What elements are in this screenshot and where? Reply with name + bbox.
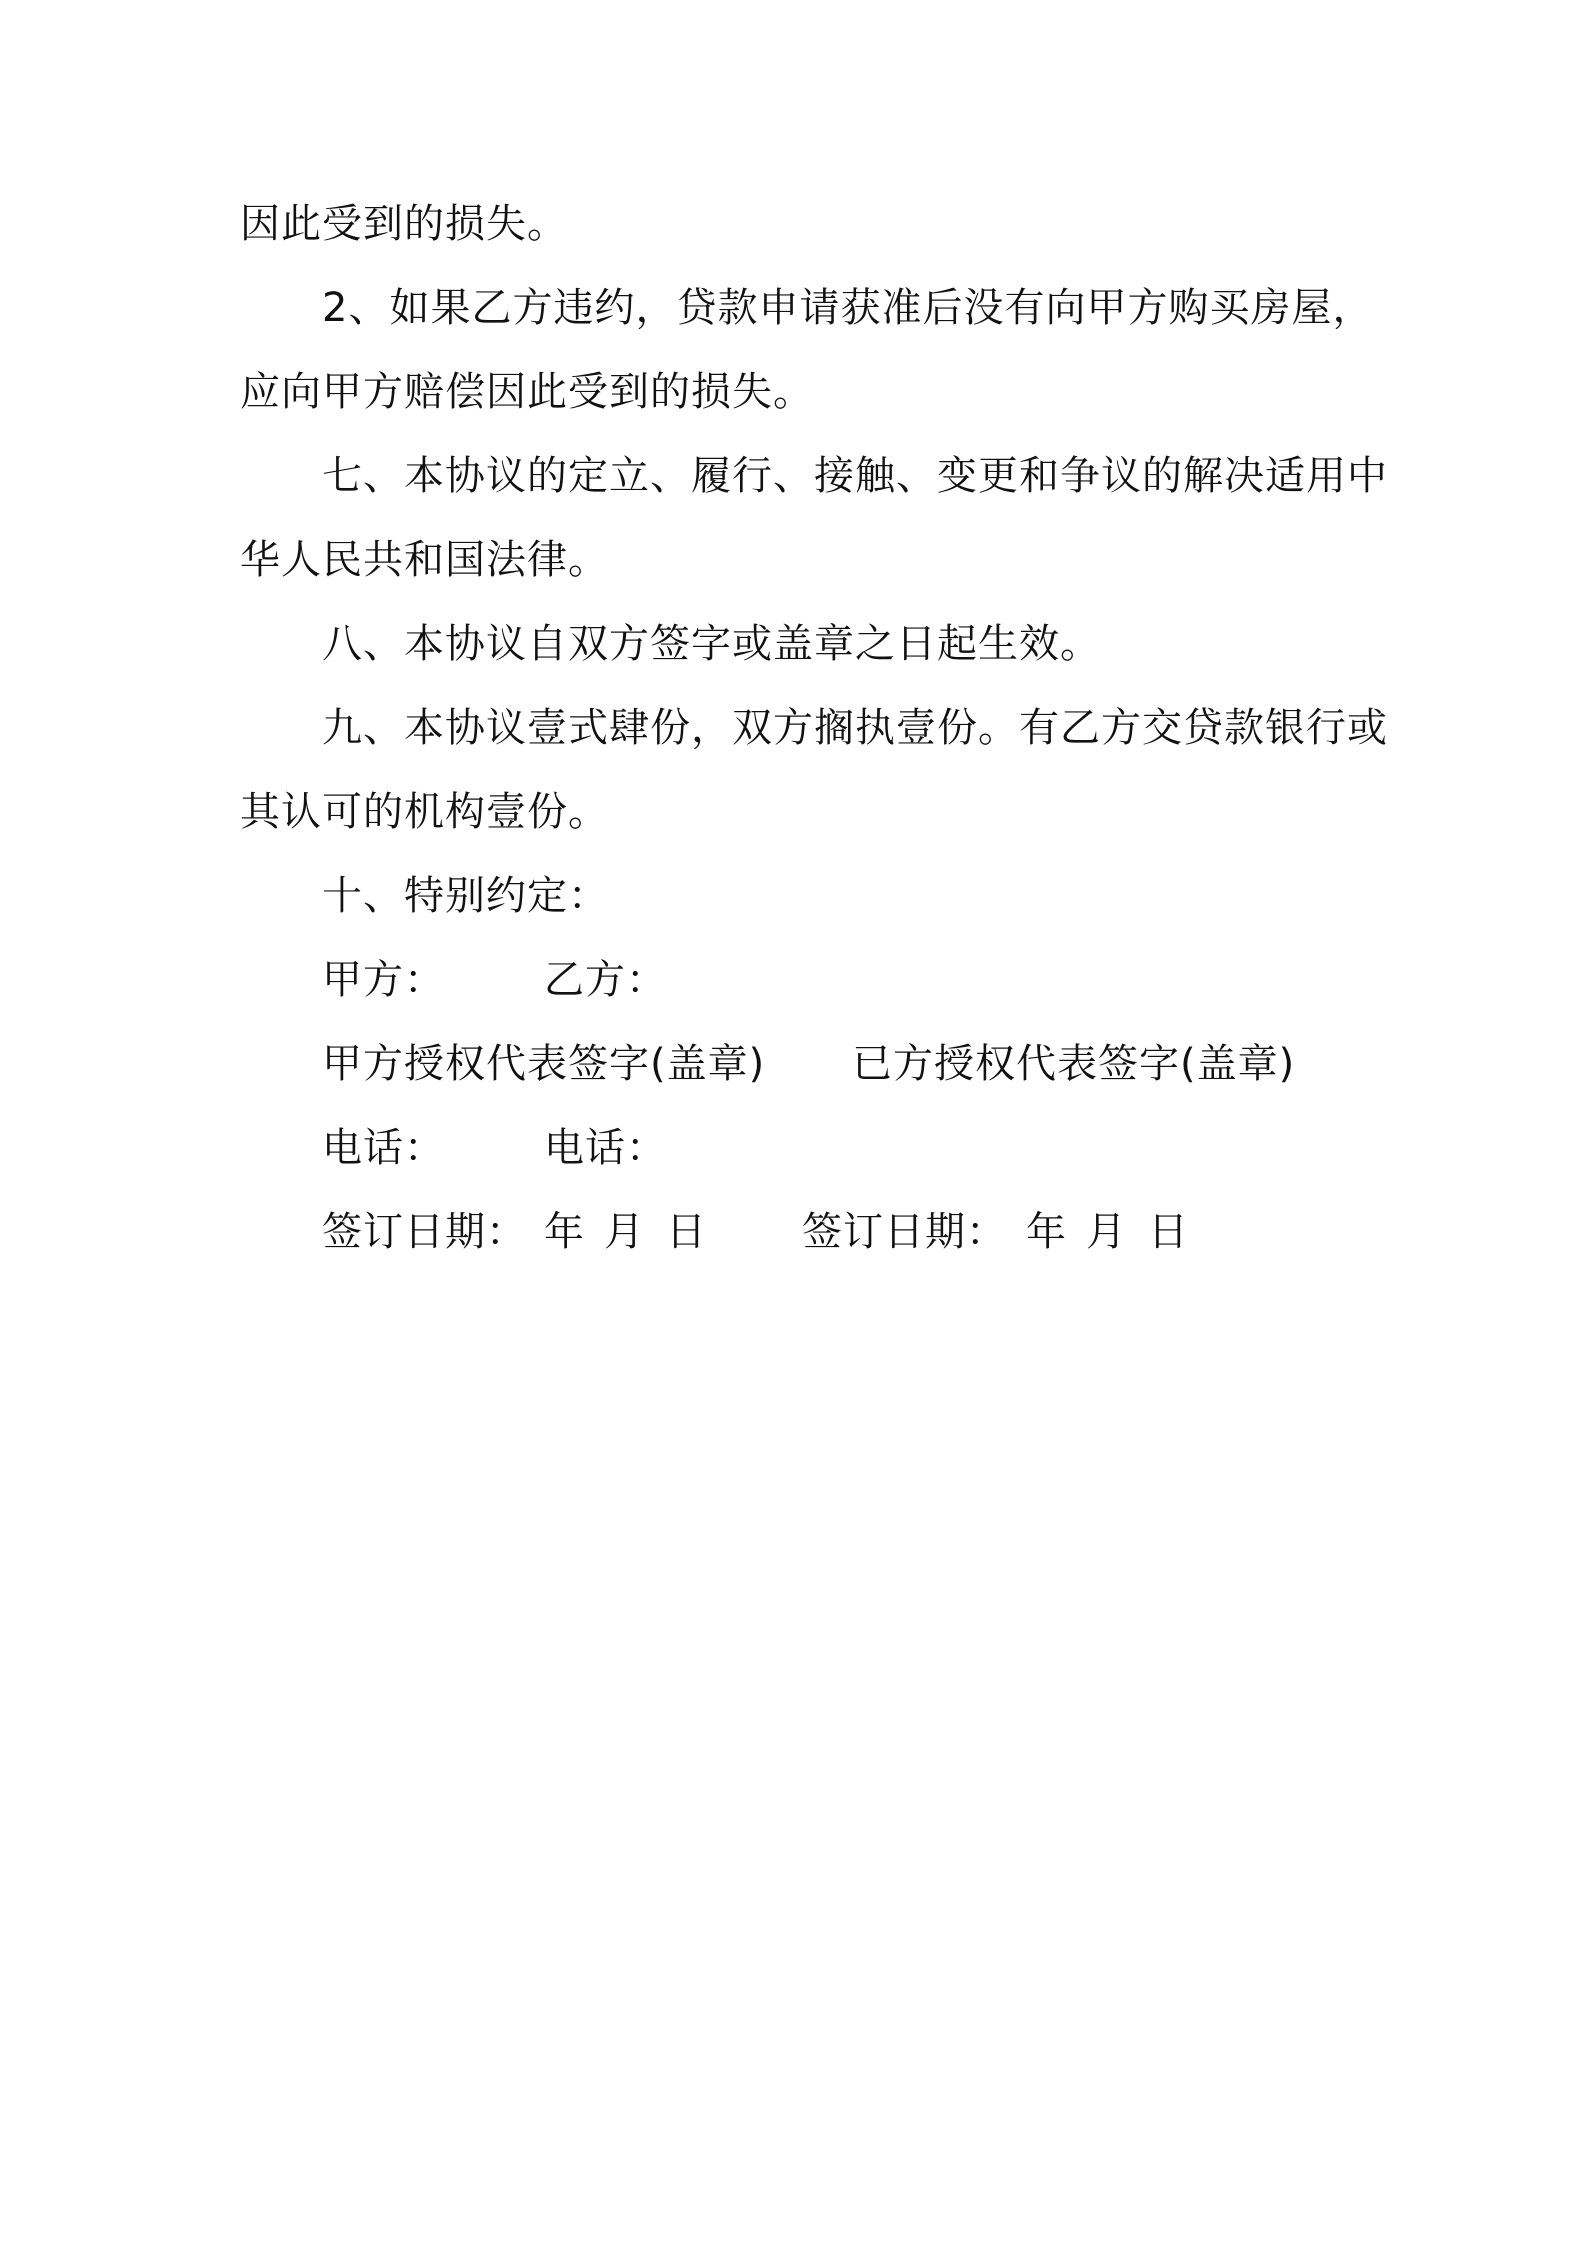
party-a-date-label: 签订日期： [322, 1209, 527, 1255]
party-a-date-day: 日 [666, 1209, 707, 1255]
paragraph-line: 2、如果乙方违约，贷款申请获准后没有向甲方购买房屋， [322, 285, 1374, 331]
party-b-label: 乙方： [544, 957, 667, 1003]
paragraph-line: 应向甲方赔偿因此受到的损失。 [240, 369, 814, 415]
party-b-date-year: 年 [1026, 1209, 1067, 1255]
party-b-representative: 已方授权代表签字(盖章) [852, 1041, 1296, 1087]
party-b-date-month: 月 [1086, 1209, 1127, 1255]
party-b-date-day: 日 [1148, 1209, 1189, 1255]
paragraph-line: 其认可的机构壹份。 [240, 789, 609, 835]
party-a-label: 甲方： [322, 957, 445, 1003]
party-a-representative: 甲方授权代表签字(盖章) [322, 1041, 766, 1087]
party-a-date-month: 月 [604, 1209, 645, 1255]
paragraph-line: 华人民共和国法律。 [240, 537, 609, 583]
paragraph-line: 因此受到的损失。 [240, 201, 568, 247]
party-a-date-year: 年 [544, 1209, 585, 1255]
party-a-phone-label: 电话： [322, 1125, 445, 1171]
party-b-phone-label: 电话： [544, 1125, 667, 1171]
paragraph-line: 九、本协议壹式肆份，双方搁执壹份。有乙方交贷款银行或 [322, 705, 1388, 751]
paragraph-line: 十、特别约定： [322, 873, 609, 919]
paragraph-line: 七、本协议的定立、履行、接触、变更和争议的解决适用中 [322, 453, 1388, 499]
party-b-date-label: 签订日期： [802, 1209, 1007, 1255]
paragraph-line: 八、本协议自双方签字或盖章之日起生效。 [322, 621, 1101, 667]
